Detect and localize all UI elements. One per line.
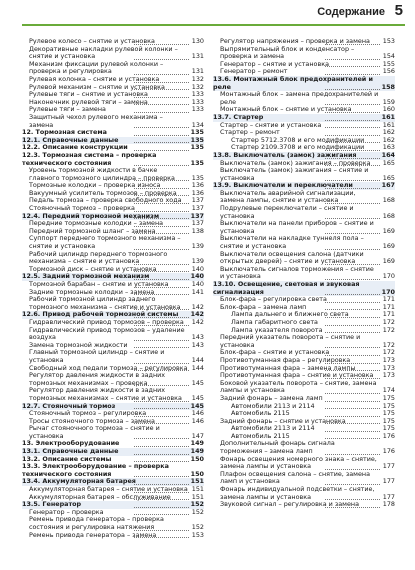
toc-entry-page: 162 bbox=[382, 135, 395, 144]
toc-entry-title: Стояночный тормоз – регулировка bbox=[29, 409, 147, 418]
toc-entry-title: 12.4. Передний тормозной механизм bbox=[22, 211, 160, 220]
dot-leader bbox=[325, 431, 380, 432]
toc-entry-page: 133 bbox=[191, 105, 204, 114]
toc-entry-title: Рулевая колонка – снятие и установка bbox=[29, 74, 160, 83]
toc-entry bbox=[22, 387, 204, 402]
toc-entry-page: 172 bbox=[382, 340, 395, 349]
toc-entry-title: Монтажный блок – снятие и установка bbox=[220, 105, 352, 114]
toc-entry-page: 175 bbox=[382, 416, 395, 425]
toc-entry bbox=[22, 167, 204, 182]
dot-leader bbox=[134, 507, 189, 508]
toc-entry bbox=[213, 91, 395, 106]
dot-leader bbox=[325, 112, 380, 113]
toc-entry-title: 12.5. Задний тормозной механизм bbox=[22, 272, 150, 281]
toc-entry-title: 12. Тормозная система bbox=[22, 128, 107, 137]
dot-leader bbox=[134, 401, 189, 402]
toc-entry-title: Рулевые тяги – снятие и установка bbox=[29, 90, 148, 99]
toc-entry bbox=[213, 46, 395, 61]
toc-entry-page: 136 bbox=[191, 188, 204, 197]
toc-entry-title: 13. Электрооборудование bbox=[22, 439, 120, 448]
toc-entry-page: 135 bbox=[190, 135, 204, 144]
toc-entry-page: 142 bbox=[190, 310, 204, 319]
dot-leader bbox=[134, 203, 189, 204]
dot-leader bbox=[325, 302, 380, 303]
dot-leader bbox=[325, 347, 380, 348]
toc-entry-title: Блок-фара – замена ламп bbox=[220, 302, 307, 311]
toc-entry-title: Автомобили 2113 и 2114 bbox=[231, 424, 315, 433]
toc-entry-page: 158 bbox=[381, 82, 395, 91]
dot-leader bbox=[134, 476, 189, 477]
toc-entry-page: 132 bbox=[191, 74, 204, 83]
toc-entry-title: Декоративные накладки рулевой колонки – снятие и установка bbox=[29, 44, 178, 61]
toc-entry-title: Вакуумный усилитель тормозов – проверка bbox=[29, 188, 177, 197]
page-header bbox=[0, 0, 415, 24]
toc-entry-page: 149 bbox=[190, 447, 204, 456]
dot-leader bbox=[325, 408, 380, 409]
dot-leader bbox=[325, 393, 380, 394]
toc-entry-page: 155 bbox=[382, 59, 395, 68]
toc-column-left bbox=[22, 38, 204, 539]
toc-entry bbox=[22, 425, 204, 440]
toc-entry-page: 177 bbox=[382, 492, 395, 501]
toc-entry-title: Выключатель (замок) зажигания – снятие и установка bbox=[220, 166, 369, 182]
toc-entry-page: 132 bbox=[191, 82, 204, 91]
toc-entry-title: Генератор – проверка bbox=[29, 507, 104, 516]
toc-entry-page: 177 bbox=[382, 462, 395, 471]
dot-leader bbox=[134, 537, 189, 538]
toc-entry-title: Задний фонарь – замена ламп bbox=[220, 393, 323, 402]
toc-entry-page: 165 bbox=[382, 173, 395, 182]
toc-entry-title: Свободный ход педали тормоза – регулировка bbox=[29, 363, 188, 372]
toc-entry-title: Рулевое колесо – снятие и установка bbox=[29, 37, 155, 45]
toc-entry-page: 137 bbox=[191, 219, 204, 228]
section-title: Содержание bbox=[317, 6, 385, 18]
toc-entry-page: 146 bbox=[191, 416, 204, 425]
toc-entry bbox=[213, 266, 395, 281]
dot-leader bbox=[325, 507, 380, 508]
toc-entry bbox=[22, 516, 204, 531]
toc-entry-title: Автомобиль 2115 bbox=[231, 409, 290, 418]
toc-entry bbox=[213, 235, 395, 250]
toc-entry-page: 135 bbox=[190, 128, 204, 137]
toc-entry-page: 159 bbox=[382, 97, 395, 106]
toc-entry-title: Лампа дальнего и ближнего света bbox=[231, 310, 349, 319]
toc-entry-title: Выключатели освещения салона (датчики открытых дверей) – снятие и установка bbox=[220, 249, 364, 266]
toc-entry-page: 162 bbox=[382, 128, 395, 137]
toc-entry-title: Регулятор давления жидкости в задних тормозных механизмах – снятие и установка bbox=[29, 386, 182, 402]
toc-entry-title: 13.1. Справочные данные bbox=[22, 447, 119, 456]
toc-entry-title: Тормозные колодки – проверка износа bbox=[29, 181, 161, 190]
toc-entry-page: 171 bbox=[382, 295, 395, 304]
toc-entry-page: 169 bbox=[382, 257, 395, 266]
dot-leader bbox=[325, 120, 380, 121]
toc-entry bbox=[213, 334, 395, 349]
toc-entry-title: Механизм фиксации рулевой колонки – проверка и регулировка bbox=[29, 59, 164, 76]
dot-leader bbox=[325, 294, 380, 295]
toc-section bbox=[213, 76, 395, 91]
toc-entry-title: 12.6. Привод рабочей тормозной системы bbox=[22, 310, 179, 319]
toc-entry bbox=[22, 46, 204, 61]
toc-entry-page: 142 bbox=[191, 317, 204, 326]
toc-entry-page: 167 bbox=[381, 181, 395, 190]
toc-entry bbox=[213, 486, 395, 501]
dot-leader bbox=[134, 438, 189, 439]
toc-entry-page: 133 bbox=[191, 90, 204, 99]
toc-entry-page: 146 bbox=[191, 409, 204, 418]
toc-entry-title: 13.2. Описание системы bbox=[22, 454, 112, 463]
toc-entry-title: Регулятор давления жидкости в задних тормозных механизмах – проверка bbox=[29, 371, 166, 387]
toc-entry-page: 137 bbox=[191, 204, 204, 213]
toc-entry-page: 131 bbox=[191, 52, 204, 61]
page-number: 5 bbox=[394, 2, 403, 19]
toc-entry-page: 150 bbox=[190, 469, 204, 478]
toc-entry-title: Дополнительный фонарь сигнала торможения – замена ламп bbox=[220, 439, 335, 456]
toc-entry-page: 172 bbox=[382, 325, 395, 334]
toc-entry-title: Тормозной барабан – снятие и установка bbox=[29, 280, 169, 288]
toc-entry-title: Фонарь освещения номерного знака – снятие, замена лампы и установка bbox=[220, 454, 377, 471]
toc-entry-page: 133 bbox=[191, 97, 204, 106]
toc-entry bbox=[22, 114, 204, 129]
toc-entry-title: Передние тормозные колодки – замена bbox=[29, 219, 164, 228]
toc-entry-page: 151 bbox=[191, 485, 204, 494]
toc-entry-title: Боковой указатель поворота – снятие, замена лампы и установка bbox=[220, 378, 377, 395]
toc-section bbox=[213, 281, 395, 296]
toc-entry-page: 135 bbox=[190, 158, 204, 167]
toc-entry-title: Наконечник рулевой тяги – замена bbox=[29, 97, 148, 106]
toc-entry-title: Лампа габаритного света bbox=[231, 317, 318, 326]
toc-entry-title: Генератор – ремонт bbox=[220, 67, 288, 76]
toc-entry-page: 165 bbox=[382, 158, 395, 167]
toc-entry-title: 13.3. Электрооборудование – проверка технического состояния bbox=[22, 462, 169, 478]
toc-entry-title: Регулятор напряжения – проверка и замена bbox=[220, 37, 370, 45]
toc-entry-page: 152 bbox=[191, 507, 204, 516]
toc-entry-title: Стояночный тормоз – проверка bbox=[29, 204, 135, 213]
toc-entry-page: 145 bbox=[190, 401, 204, 410]
toc-entry-title: Лампа указателя поворота bbox=[231, 325, 323, 334]
toc-entry-title: 13.9. Выключатели и переключатели bbox=[213, 181, 353, 190]
toc-section bbox=[22, 152, 204, 167]
toc-entry-title: Гидравлический привод тормозов – проверка bbox=[29, 317, 184, 326]
toc-entry-page: 153 bbox=[191, 530, 204, 539]
toc-entry bbox=[213, 190, 395, 205]
toc-entry-page: 171 bbox=[382, 310, 395, 319]
toc-entry-page: 142 bbox=[191, 302, 204, 311]
toc-entry-page: 152 bbox=[190, 500, 204, 509]
toc-entry-page: 134 bbox=[191, 120, 204, 129]
toc-entry-page: 156 bbox=[382, 67, 395, 76]
toc-entry-page: 164 bbox=[381, 150, 395, 159]
toc-entry bbox=[213, 220, 395, 235]
toc-entry bbox=[213, 167, 395, 182]
toc-entry-page: 141 bbox=[191, 287, 204, 296]
toc-entry-page: 140 bbox=[191, 264, 204, 273]
toc-entry-title: Выпрямительный блок и конденсатор – проверка и замена bbox=[220, 44, 355, 61]
toc-entry-page: 151 bbox=[190, 477, 204, 486]
toc-entry-page: 169 bbox=[382, 242, 395, 251]
toc-entry bbox=[22, 532, 204, 540]
toc-entry-title: Суппорт переднего тормозного механизма – снятие и установка bbox=[29, 234, 181, 251]
toc-entry-title: Фонарь индивидуальной подсветки – снятие, замена лампы и установка bbox=[220, 485, 375, 501]
toc-entry-page: 136 bbox=[191, 181, 204, 190]
toc-entry-title: Замена тормозной жидкости bbox=[29, 340, 128, 349]
toc-entry bbox=[213, 440, 395, 455]
toc-entry-page: 137 bbox=[191, 196, 204, 205]
toc-entry-page: 140 bbox=[191, 280, 204, 288]
toc-entry-title: Монтажный блок – замена предохранителей и реле bbox=[220, 90, 379, 106]
toc-entry-title: Генератор – снятие и установка bbox=[220, 59, 329, 68]
toc-entry-title: Рабочий цилиндр переднего тормозного механизма – снятие и установка bbox=[29, 249, 168, 266]
toc-entry-page: 152 bbox=[191, 523, 204, 531]
toc-entry-title: 13.4. Аккумуляторная батарея bbox=[22, 477, 136, 486]
toc-entry bbox=[22, 296, 204, 311]
toc-entry-title: Тормозной диск – снятие и установка bbox=[29, 264, 157, 273]
toc-entry-title: Передний указатель поворота – снятие и установка bbox=[220, 333, 361, 349]
toc-entry-title: Противотуманная фара – снятие и установка bbox=[220, 371, 374, 380]
toc-entry-title: Выключатель сигналов торможения – снятие и установка bbox=[220, 264, 374, 281]
toc-entry-title: Блок-фара – регулировка света bbox=[220, 295, 327, 304]
toc-entry-page: 177 bbox=[382, 477, 395, 486]
toc-entry-title: Стартер – ремонт bbox=[220, 128, 280, 137]
toc-entry-page: 147 bbox=[191, 431, 204, 440]
toc-entry-title: 13.10. Освещение, световая и звуковая сигнализация bbox=[213, 280, 360, 296]
toc-entry-page: 144 bbox=[191, 363, 204, 372]
toc-entry-page: 135 bbox=[190, 143, 204, 152]
toc-entry-title: Противотуманная фара – замена лампы bbox=[220, 363, 356, 372]
toc-entry-title: Выключатели на панели приборов – снятие и установка bbox=[220, 219, 374, 235]
toc-entry-title: Ремень привода генератора – проверка состояния и регулировка натяжения bbox=[29, 515, 164, 531]
toc-entry-title: Аккумуляторная батарея – обслуживание bbox=[29, 492, 171, 501]
toc-entry-title: 12.3. Тормозная система – проверка технического состояния bbox=[22, 150, 157, 167]
toc-entry-page: 170 bbox=[381, 287, 395, 296]
toc-entry-page: 154 bbox=[382, 52, 395, 61]
toc-entry-page: 151 bbox=[191, 492, 204, 501]
toc-entry-title: Выключатель аварийной сигнализации, замена лампы, снятие и установка bbox=[220, 188, 356, 205]
toc-entry-page: 130 bbox=[191, 37, 204, 45]
toc-entry-page: 137 bbox=[190, 211, 204, 220]
toc-entry-page: 172 bbox=[382, 348, 395, 357]
toc-entry bbox=[22, 372, 204, 387]
toc-entry-page: 143 bbox=[191, 340, 204, 349]
dot-leader bbox=[134, 454, 189, 455]
dot-leader bbox=[134, 499, 189, 500]
dot-leader bbox=[134, 127, 189, 128]
toc-entry-title: Гидравлический привод тормозов – удаление воздуха bbox=[29, 325, 185, 342]
toc-entry-title: Рулевой механизм – снятие и установка bbox=[29, 82, 165, 91]
toc-entry-page: 144 bbox=[191, 355, 204, 364]
toc-entry-page: 139 bbox=[191, 257, 204, 266]
toc-entry-page: 176 bbox=[382, 431, 395, 440]
toc-entry-title: Блок-фара – снятие и установка bbox=[220, 348, 330, 357]
dot-leader bbox=[325, 127, 380, 128]
toc-entry-title: Стартер – снятие и установка bbox=[220, 120, 322, 129]
toc-entry-page: 173 bbox=[382, 371, 395, 380]
toc-entry bbox=[213, 471, 395, 486]
toc-entry bbox=[213, 205, 395, 220]
toc-entry-title: Рулевые тяги – замена bbox=[29, 105, 106, 114]
toc-entry bbox=[22, 61, 204, 76]
toc-entry-page: 168 bbox=[382, 211, 395, 220]
dot-leader bbox=[325, 66, 380, 67]
toc-entry bbox=[213, 501, 395, 509]
toc-entry-title: Задний фонарь – снятие и установка bbox=[220, 416, 346, 425]
toc-entry bbox=[213, 380, 395, 395]
toc-entry-page: 163 bbox=[382, 143, 395, 152]
toc-entry-title: Рабочий тормозной цилиндр заднего тормозного механизма – снятие и установка bbox=[29, 295, 181, 311]
toc-entry-title: 12.2. Описание конструкции bbox=[22, 143, 128, 152]
toc-entry-title: Рычаг стояночного тормоза – снятие и установка bbox=[29, 424, 160, 440]
dot-leader bbox=[134, 104, 189, 105]
toc-entry-title: Педаль тормоза – проверка свободного хода bbox=[29, 196, 182, 205]
toc-entry-page: 175 bbox=[382, 424, 395, 433]
toc-entry-page: 176 bbox=[382, 447, 395, 456]
toc-entry-title: Автомобиль 2115 bbox=[231, 431, 290, 440]
toc-entry bbox=[22, 349, 204, 364]
toc-entry-page: 131 bbox=[191, 67, 204, 76]
toc-entry-title: 13.6. Монтажный блок предохранителей и реле bbox=[213, 74, 373, 91]
toc-section bbox=[22, 463, 204, 478]
toc-entry-page: 173 bbox=[382, 355, 395, 364]
toc-entry-page: 160 bbox=[382, 105, 395, 114]
toc-entry bbox=[22, 235, 204, 250]
toc-entry-page: 145 bbox=[191, 378, 204, 387]
dot-leader bbox=[325, 423, 380, 424]
header-rule bbox=[22, 24, 405, 26]
toc-entry-page: 175 bbox=[382, 393, 395, 402]
toc-entry-title: 12.1. Справочные данные bbox=[22, 135, 119, 144]
toc-entry-page: 161 bbox=[381, 112, 395, 121]
toc-entry-page: 174 bbox=[382, 386, 395, 395]
toc-entry-title: 12.7. Стояночный тормоз bbox=[22, 401, 116, 410]
toc-entry-page: 139 bbox=[191, 242, 204, 251]
toc-entry-page: 175 bbox=[382, 409, 395, 418]
toc-column-right bbox=[213, 38, 395, 509]
toc-entry-page: 143 bbox=[191, 333, 204, 342]
toc-entry-page: 173 bbox=[382, 363, 395, 372]
toc-entry-page: 172 bbox=[382, 317, 395, 326]
toc-entry-title: Аккумуляторная батарея – снятие и установка bbox=[29, 485, 188, 494]
toc-entry-title: Уровень тормозной жидкости в бачке главного тормозного цилиндра – проверка bbox=[29, 166, 175, 182]
toc-entry-page: 178 bbox=[382, 500, 395, 509]
dot-leader bbox=[325, 317, 380, 318]
toc-entry-page: 135 bbox=[191, 173, 204, 182]
toc-entry-title: Передний тормозной шланг – замена bbox=[29, 226, 156, 235]
dot-leader bbox=[325, 401, 380, 402]
toc-entry-title: Стартер 5712.3708 и его модификации bbox=[231, 135, 365, 144]
toc-entry-title: Выключатели на накладке туннеля пола – снятие и установка bbox=[220, 234, 364, 251]
toc-entry-title: Автомобили 2113 и 2114 bbox=[231, 401, 315, 410]
toc-entry-title: Тросы стояночного тормоза – замена bbox=[29, 416, 155, 425]
dot-leader bbox=[134, 340, 189, 341]
toc-entry-page: 145 bbox=[191, 393, 204, 402]
toc-entry bbox=[22, 327, 204, 342]
toc-entry-title: Подрулевые переключатели – снятие и установка bbox=[220, 204, 354, 220]
toc-entry-page: 161 bbox=[382, 120, 395, 129]
toc-entry bbox=[22, 251, 204, 266]
toc-entry-page: 168 bbox=[382, 196, 395, 205]
toc-entry-page: 153 bbox=[382, 37, 395, 45]
toc-entry-title: Стартер 2109.3708 и его модификации bbox=[231, 143, 365, 152]
toc-entry-page: 149 bbox=[190, 439, 204, 448]
toc-entry-title: Выключатель (замок) зажигания – проверка bbox=[220, 158, 371, 167]
dot-leader bbox=[325, 325, 380, 326]
toc-entry-page: 169 bbox=[382, 226, 395, 235]
toc-entry-page: 171 bbox=[382, 302, 395, 311]
toc-entry-title: Главный тормозной цилиндр – снятие и установка bbox=[29, 348, 165, 364]
toc-entry bbox=[213, 456, 395, 471]
dot-leader bbox=[134, 446, 189, 447]
toc-entry bbox=[213, 251, 395, 266]
dot-leader bbox=[134, 142, 189, 143]
dot-leader bbox=[325, 59, 380, 60]
toc-entry-title: Противотуманная фара – регулировка bbox=[220, 355, 351, 364]
toc-entry-title: Плафон освещения салона – снятие, замена ламп и установка bbox=[220, 469, 371, 486]
toc-entry-title: Звуковой сигнал – регулировка и замена bbox=[220, 500, 359, 509]
toc-entry-title: Ремень привода генератора – замена bbox=[29, 530, 157, 539]
toc-entry-title: 13.7. Стартер bbox=[213, 112, 264, 121]
toc-entry-page: 170 bbox=[382, 272, 395, 281]
dot-leader bbox=[134, 135, 189, 136]
toc-entry-page: 150 bbox=[190, 454, 204, 463]
toc-entry-title: Защитный чехол рулевого механизма – замена bbox=[29, 112, 163, 129]
toc-entry-page: 140 bbox=[190, 272, 204, 281]
toc-entry-title: Задние тормозные колодки – замена bbox=[29, 287, 155, 296]
toc-entry-title: 13.5. Генератор bbox=[22, 500, 82, 509]
toc-entry-page: 175 bbox=[382, 401, 395, 410]
toc-entry-page: 138 bbox=[191, 226, 204, 235]
toc-entry-title: 13.8. Выключатель (замок) зажигания bbox=[213, 150, 357, 159]
